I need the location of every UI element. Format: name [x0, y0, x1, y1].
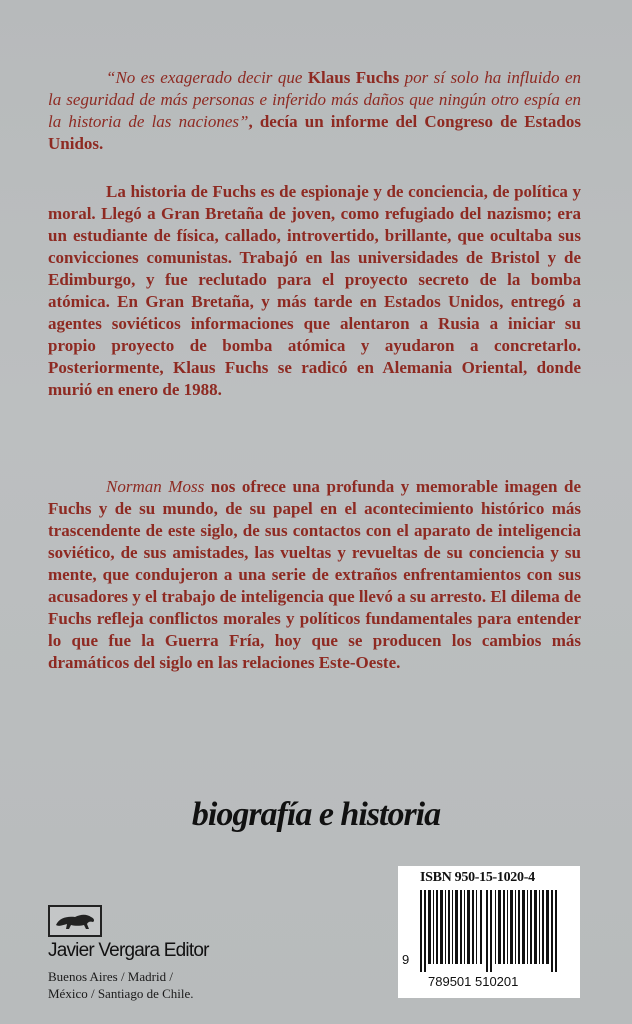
jaguar-logo-icon — [48, 905, 102, 937]
publisher-name: Javier Vergara Editor — [48, 940, 209, 961]
author-name: Norman Moss — [106, 477, 205, 496]
publisher-cities — [48, 968, 248, 1002]
author-paragraph — [48, 476, 581, 674]
quote-name: Klaus Fuchs — [307, 68, 400, 87]
author-text: nos ofrece una profunda y memorable imagen de Fuchs y de su mundo, de su papel en el acontecimiento histórico más trascendente de este siglo, de sus contactos con el aparato de inteligencia soviético, de sus amistades, las vueltas y revueltas de su conciencia y su mente, que condujeron a una serie de extraños enfrentamientos con sus acusadores y el trabajo de inteligencia que llevó a su arresto. El dilema de Fuchs refleja conflictos morales y políticos fundamentales para entender lo que fue la Guerra Fría, hoy que se producen los cambios más dramáticos del siglo en las relaciones Este-Oeste. — [48, 477, 581, 672]
story-text: La historia de Fuchs es de espionaje y de conciencia, de política y moral. Llegó a Gran Bretaña de joven, como refugiado del nazismo; era un estudiante de física, callado, introvertido, brillante, que ocultaba sus convicciones comunistas. Trabajó en las universidades de Bristol y de Edimburgo, y fue reclutado para el proyecto secreto de la bomba atómica. En Gran Bretaña, y más tarde en Estados Unidos, entregó a agentes soviéticos informaciones que alentaron a Rusia a iniciar su propio proyecto de bomba atómica y ayudaron a concretarlo. Posteriormente, Klaus Fuchs se radicó en Alemania Oriental, donde murió en enero de 1988. — [48, 182, 581, 399]
quote-part-b: por sí solo ha influido en la seguridad de más personas e inferido más daños que ningún otro espía en la historia de las naciones” — [48, 68, 581, 131]
barcode-lead-digit: 9 — [402, 952, 410, 967]
story-paragraph — [48, 181, 581, 401]
intro-quote-paragraph — [48, 67, 581, 155]
isbn-label: ISBN 950-15-1020-4 — [420, 870, 535, 885]
quote-part-a: “No es exagerado decir que — [106, 68, 308, 87]
barcode-digits: 789501 510201 — [428, 974, 519, 989]
quote-attribution: , decía un informe del Congreso de Estados Unidos. — [48, 112, 581, 153]
barcode-icon — [412, 890, 568, 972]
isbn-barcode-box — [398, 866, 580, 998]
cities-line-2: México / Santiago de Chile. — [48, 986, 194, 1001]
cities-line-1: Buenos Aires / Madrid / — [48, 969, 173, 984]
collection-title: biografía e historia — [191, 796, 441, 833]
publisher-block — [48, 905, 248, 1002]
